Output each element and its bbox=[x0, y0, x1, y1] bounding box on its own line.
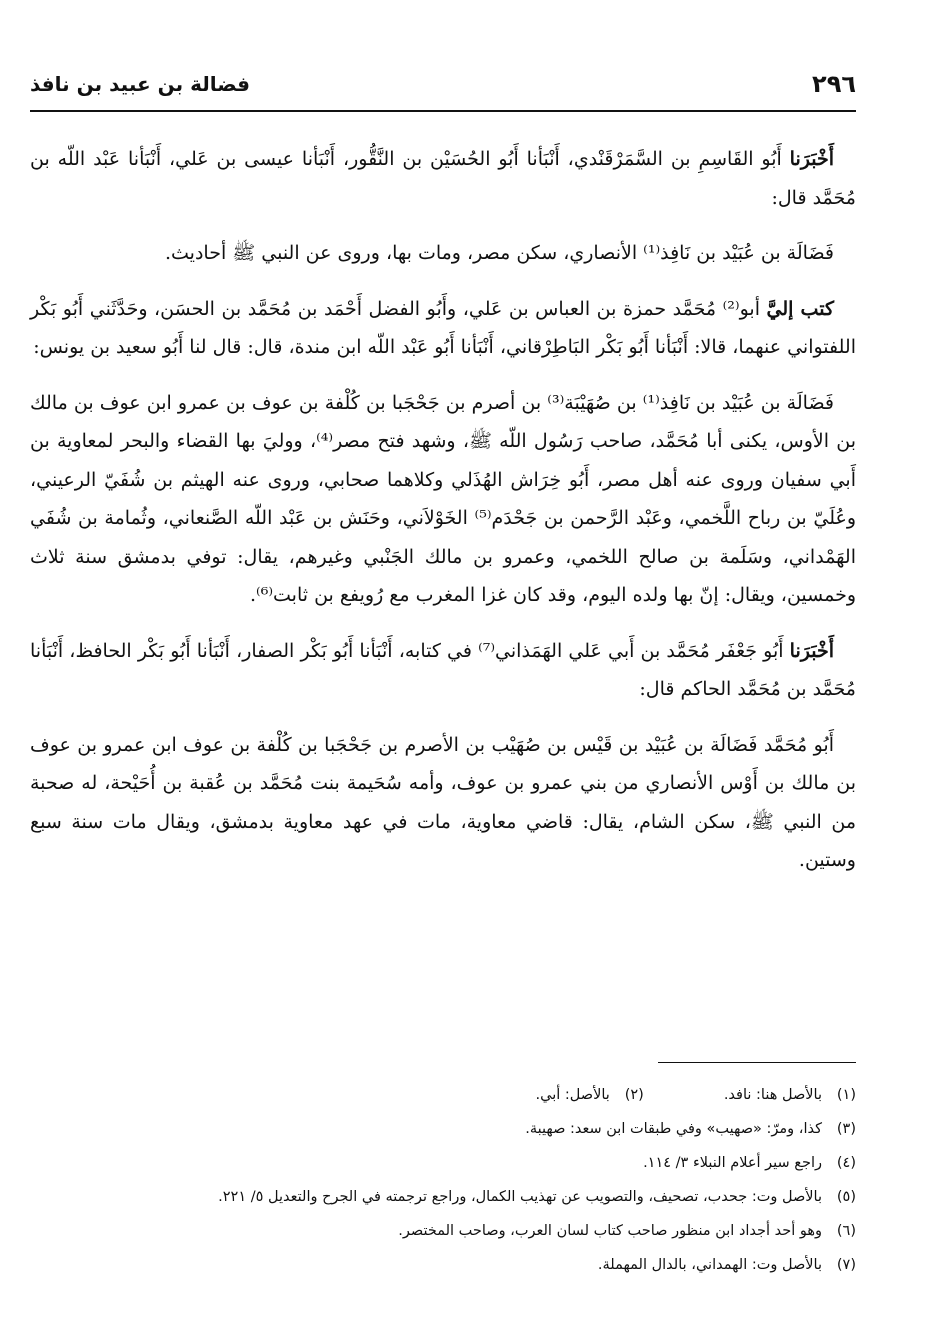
paragraph bbox=[30, 632, 856, 709]
footnote-number: (٥) bbox=[836, 1189, 856, 1205]
footnote-text: راجع سير أعلام النبلاء ٣/ ١١٤. bbox=[643, 1155, 822, 1171]
footnote bbox=[30, 1078, 856, 1112]
footnote-text: وهو أحد أجداد ابن منظور صاحب كتاب لسان العرب، وصاحب المختصر. bbox=[398, 1223, 822, 1239]
paragraph bbox=[30, 140, 856, 217]
paragraph-text: أَبُو مُحَمَّد فَضَالَة بن عُبَيْد بن قَيْس بن صُهَيْب بن الأصرم بن جَحْجَبا بن كُلْفة بن عوف ابن عمرو بن عوف بن مالك بن أَوْس الأنصاري من بني عمرو بن عوف، وأمه سُحَيمة بنت مُحَمَّد بن عُقبة بن أُحَيْحة، له صحبة من النبي ﷺ، سكن الشام، يقال: قاضي معاوية، مات في عهد معاوية بدمشق، ويقال مات سنة سبع وستين. bbox=[30, 733, 856, 871]
footnote-text: بالأصل: أبي. bbox=[535, 1087, 610, 1103]
paragraph bbox=[30, 726, 856, 880]
paragraph bbox=[30, 234, 856, 273]
footnote-divider bbox=[658, 1062, 856, 1063]
footnote bbox=[30, 1248, 856, 1282]
footnote-text: بالأصل وت: الهمداني، بالدال المهملة. bbox=[597, 1257, 822, 1273]
footnote-number: (٧) bbox=[836, 1257, 856, 1273]
body-text bbox=[30, 140, 856, 897]
paragraph-text: فَضَالَة بن عُبَيْد بن نَافِذ⁽¹⁾ بن صُهَيْبَة⁽³⁾ بن أصرم بن جَحْجَبا بن كُلْفة بن عوف بن عمرو ابن عوف بن مالك بن الأوس، يكنى أبا مُحَمَّد، صاحب رَسُول اللّه ﷺ، وشهد فتح مصر⁽⁴⁾، ووليَ بها القضاء والبحر لمعاوية بن أَبي سفيان وروى عنه أهل مصر، أَبُو خِرَاش الهُذَلي وكلاهما صحابي، وروى عنه الهيثم بن شُفَيّ الرعيني، وعُلَيّ بن رباح اللَّخمي، وعَبْد الرَّحمن بن جَحْدَم⁽⁵⁾ الخَوْلاَني، وحَنَش بن عَبْد اللّه الصَّنعاني، وثُمامة بن شُفَي الهَمْداني، وسَلَمة بن صالح اللخمي، وعمرو بن مالك الجَنْبي وغيرهم، يقال: توفي بدمشق سنة ثلاث وخمسين، ويقال: إنّ بها ولده اليوم، وقد كان غزا المغرب مع رُويفع بن ثابت⁽⁶⁾. bbox=[30, 391, 856, 606]
paragraph-text: أَبُو جَعْفَر مُحَمَّد بن أَبي عَلي الهَمَذاني⁽⁷⁾ في كتابه، أَنْبَأنا أَبُو بَكْر الصفار، أَنْبَأنا أَبُو بَكْر الحافظ، أَنْبَأنا مُحَمَّد بن مُحَمَّد الحاكم قال: bbox=[30, 639, 856, 700]
paragraph-text: أبو⁽²⁾ مُحَمَّد حمزة بن العباس بن عَلي، وأَبُو الفضل أَحْمَد بن مُحَمَّد بن الحسَن، وحَدَّثَني أَبُو بَكْر اللفتواني عنهما، قالا: أَنْبَأنا أَبُو بَكْر البَاطِرْقاني، أَنْبَأنا أَبُو عَبْد اللّه ابن مندة، قال: قال لنا أَبُو سعيد بن يونس: bbox=[30, 297, 856, 358]
footnote-text: كذا، ومرّ: «صهيب» وفي طبقات ابن سعد: صهيبة. bbox=[525, 1121, 822, 1137]
paragraph-lead: كتب إليَّ bbox=[766, 297, 834, 320]
footnote-number: (٤) bbox=[836, 1155, 856, 1171]
footnotes bbox=[30, 1078, 856, 1282]
running-title: فضالة بن عبيد بن نافذ bbox=[30, 72, 251, 96]
footnote-number: (٣) bbox=[836, 1121, 856, 1137]
footnote-text: بالأصل وت: جحدب، تصحيف، والتصويب عن تهذيب الكمال، وراجع ترجمته في الجرح والتعديل ٥/ ٢٢١. bbox=[218, 1189, 822, 1205]
paragraph-lead: أَخْبَرَنا bbox=[789, 639, 834, 662]
footnote bbox=[30, 1180, 856, 1214]
footnote bbox=[30, 1214, 856, 1248]
footnote-number: (١) bbox=[836, 1087, 856, 1103]
footnote bbox=[30, 1112, 856, 1146]
footnote-number: (٦) bbox=[836, 1223, 856, 1239]
paragraph bbox=[30, 290, 856, 367]
paragraph-text: فَضَالَة بن عُبَيْد بن نَافِذ⁽¹⁾ الأنصاري، سكن مصر، ومات بها، وروى عن النبي ﷺ أحاديث. bbox=[164, 242, 834, 264]
page-number: ٢٩٦ bbox=[812, 70, 856, 98]
paragraph-text: أَبُو القَاسِمِ بن السَّمَرْقَنْدي، أَنْبَأنا أَبُو الحُسَيْن بن النَّقُّور، أَنْبَأنا عيسى بن عَلي، أَنْبَأنا عَبْد اللّه بن مُحَمَّد قال: bbox=[30, 148, 856, 209]
footnote-number: (٢) bbox=[624, 1087, 644, 1103]
paragraph-lead: أَخْبَرَنا bbox=[789, 148, 834, 170]
page-header bbox=[30, 66, 856, 112]
footnote-text: بالأصل هنا: نافد. bbox=[723, 1087, 822, 1103]
paragraph bbox=[30, 384, 856, 615]
footnote bbox=[30, 1146, 856, 1180]
